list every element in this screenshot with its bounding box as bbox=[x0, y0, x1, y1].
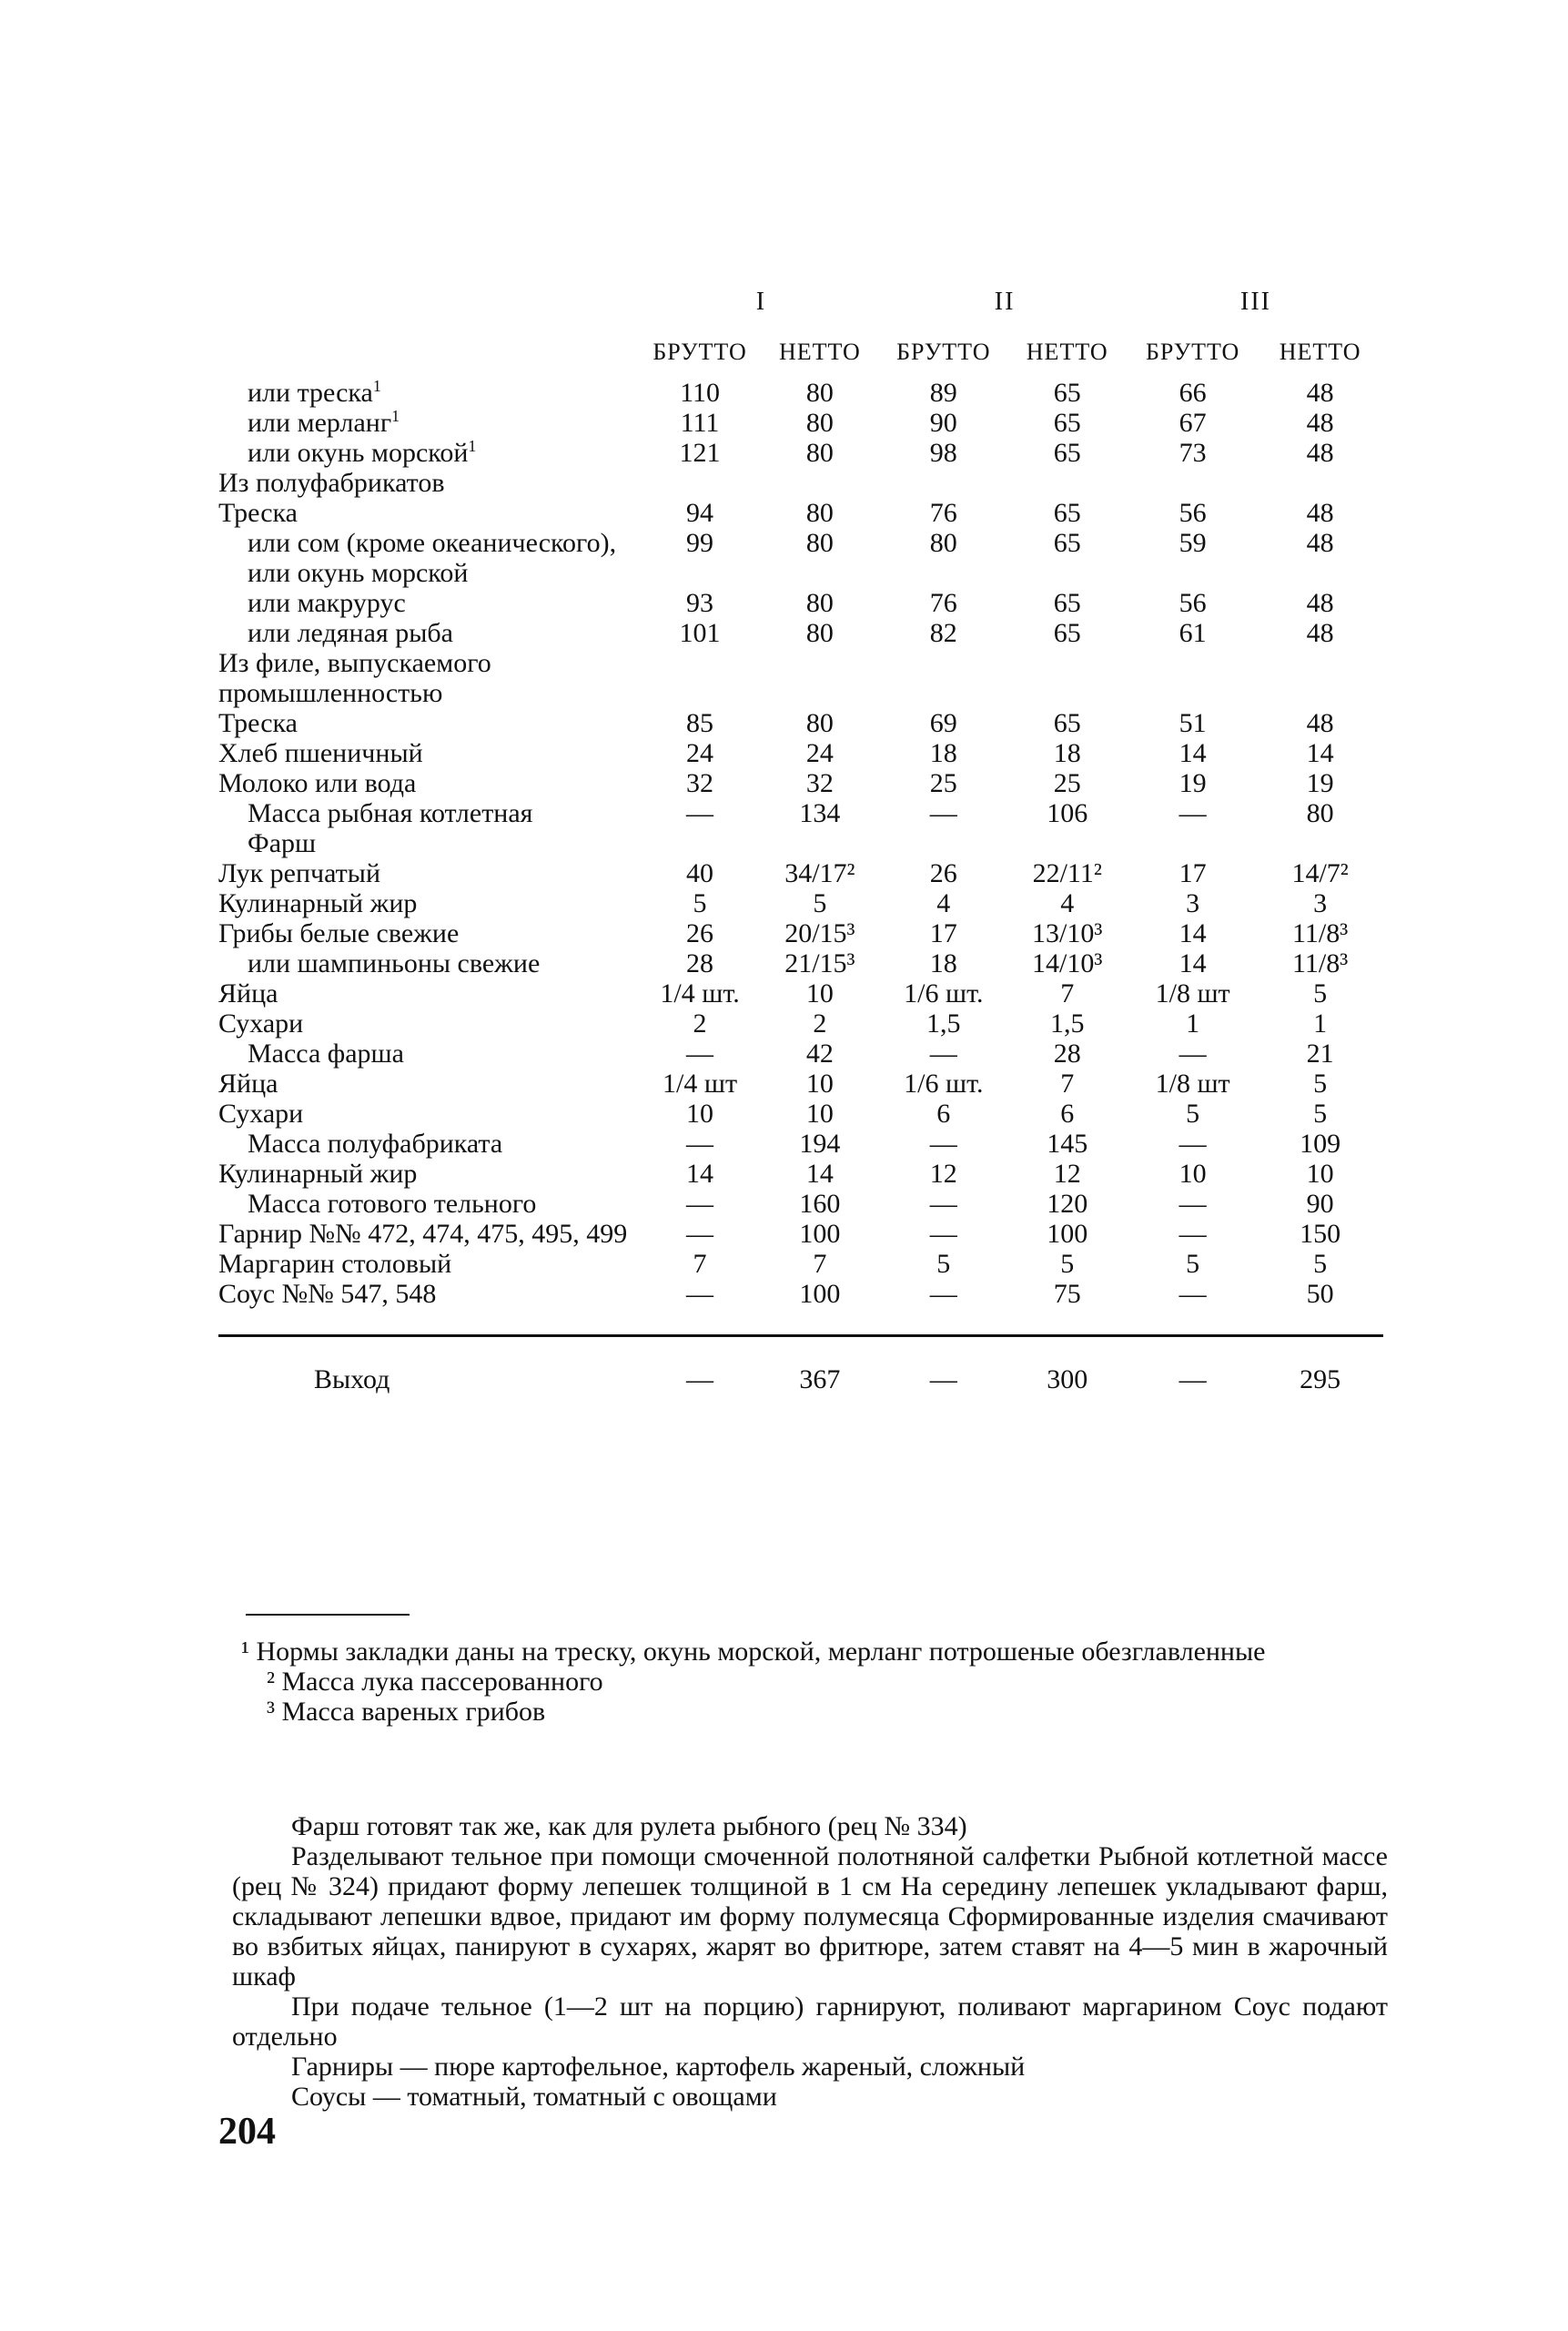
ingredient-name: Масса готового тельного bbox=[248, 1189, 537, 1219]
quantity-cell: 120 bbox=[1047, 1189, 1088, 1219]
quantity-cell: 48 bbox=[1306, 588, 1334, 618]
table-row bbox=[218, 618, 1383, 648]
quantity-cell: 34/17² bbox=[784, 858, 855, 888]
table-row bbox=[218, 828, 1383, 858]
page-number: 204 bbox=[218, 2111, 276, 2153]
quantity-cell: 14 bbox=[805, 1159, 834, 1189]
ingredient-name: Треска bbox=[218, 708, 298, 738]
recipe-instructions bbox=[232, 1811, 1388, 2112]
quantity-cell: 25 bbox=[1053, 768, 1081, 798]
footnote-text: Нормы закладки даны на треску, окунь морской, мерланг потрошеные обезглавленные bbox=[256, 1637, 1266, 1667]
quantity-cell: 12 bbox=[1053, 1159, 1081, 1189]
table-row bbox=[218, 738, 1383, 768]
quantity-cell bbox=[881, 648, 1006, 708]
ingredient-name: Грибы белые свежие bbox=[218, 918, 460, 948]
ingredient-name: Лук репчатый bbox=[218, 858, 380, 888]
recipe-table bbox=[218, 287, 1383, 1394]
footnote-mark: ³ bbox=[267, 1697, 275, 1727]
quantity-cell: 20/15³ bbox=[784, 918, 855, 948]
quantity-cell bbox=[881, 828, 1006, 858]
ingredient-name: Гарнир №№ 472, 474, 475, 495, 499 bbox=[218, 1219, 628, 1249]
quantity-cell: 25 bbox=[929, 768, 957, 798]
table-row bbox=[218, 978, 1383, 1008]
footnote-ref: 1 bbox=[391, 407, 400, 425]
table-row bbox=[218, 948, 1383, 978]
table-row bbox=[218, 858, 1383, 888]
quantity-cell: 32 bbox=[686, 768, 714, 798]
quantity-cell bbox=[1006, 468, 1128, 498]
ingredient-name: Хлеб пшеничный bbox=[218, 738, 423, 768]
output-value: — bbox=[1179, 1364, 1207, 1394]
quantity-cell: 7 bbox=[693, 1249, 707, 1279]
footnote bbox=[232, 1667, 1388, 1697]
ingredient-name: или окунь морской$^1$ bbox=[248, 437, 477, 468]
quantity-cell: 80 bbox=[805, 588, 834, 618]
quantity-cell: 94 bbox=[686, 498, 714, 528]
quantity-cell: 48 bbox=[1306, 528, 1334, 558]
paragraph: Разделывают тельное при помощи смоченной полотняной салфетки Рыбной котлетной массе (рец № 324) придают форму лепешек толщиной в 1 см На середину лепешек укладывают фарш, складывают лепешки вдвое, придают им форму полумесяца Сформированные изделия смачивают во взбитых яйцах, панируют в сухарях, жарят во фритюре, затем ставят на 4—5 мин в жарочный шкаф bbox=[232, 1841, 1388, 1991]
table-row bbox=[218, 498, 1383, 528]
quantity-cell: 1,5 bbox=[1049, 1008, 1085, 1039]
ingredient-name: Сухари bbox=[218, 1008, 304, 1039]
footnote-ref: 1 bbox=[468, 437, 477, 455]
quantity-cell: 5 bbox=[1313, 1069, 1328, 1099]
table-row bbox=[218, 528, 1383, 588]
quantity-cell: 80 bbox=[805, 378, 834, 408]
table-row bbox=[218, 408, 1383, 438]
quantity-cell: 14/10³ bbox=[1032, 948, 1103, 978]
quantity-cell: 121 bbox=[679, 438, 721, 468]
paragraph: Соусы — томатный, томатный с овощами bbox=[291, 2082, 777, 2112]
quantity-cell: 17 bbox=[929, 918, 957, 948]
quantity-cell: 5 bbox=[1313, 978, 1328, 1008]
ingredient-name: или сом (кроме океанического), или окунь морской bbox=[248, 528, 617, 588]
ingredient-name: Кулинарный жир bbox=[218, 1159, 418, 1189]
footnote bbox=[232, 1637, 1388, 1667]
table-row bbox=[218, 648, 1383, 708]
quantity-cell: 65 bbox=[1053, 708, 1081, 738]
quantity-cell: 48 bbox=[1306, 378, 1334, 408]
table-row bbox=[218, 888, 1383, 918]
ingredient-name: или макрурус bbox=[248, 588, 406, 618]
quantity-cell: — bbox=[1179, 1189, 1207, 1219]
quantity-cell: 19 bbox=[1179, 768, 1207, 798]
quantity-cell: 10 bbox=[686, 1099, 714, 1129]
quantity-cell: 2 bbox=[813, 1008, 827, 1039]
quantity-cell: 134 bbox=[799, 798, 841, 828]
quantity-cell: 40 bbox=[686, 858, 714, 888]
quantity-cell: 80 bbox=[805, 408, 834, 438]
quantity-cell: 1/8 шт bbox=[1155, 978, 1230, 1008]
quantity-cell: 85 bbox=[686, 708, 714, 738]
subheader-netto-3: НЕТТО bbox=[1279, 339, 1361, 365]
recipe-table-body bbox=[218, 378, 1383, 1309]
quantity-cell: 3 bbox=[1313, 888, 1328, 918]
quantity-cell: 65 bbox=[1053, 438, 1081, 468]
quantity-cell: — bbox=[1179, 1219, 1207, 1249]
subheader-brutto-3: БРУТТО bbox=[1145, 339, 1240, 365]
quantity-cell: 51 bbox=[1179, 708, 1207, 738]
quantity-cell: 99 bbox=[686, 528, 714, 558]
ingredient-name: Треска bbox=[218, 498, 298, 528]
table-row bbox=[218, 768, 1383, 798]
quantity-cell: 76 bbox=[929, 588, 957, 618]
output-value: — bbox=[929, 1364, 957, 1394]
ingredient-name: или мерланг$^1$ bbox=[248, 407, 400, 438]
footnote bbox=[232, 1697, 1388, 1727]
quantity-cell: 18 bbox=[929, 948, 957, 978]
quantity-cell: 14 bbox=[686, 1159, 714, 1189]
quantity-cell: 67 bbox=[1179, 408, 1207, 438]
table-row bbox=[218, 1008, 1383, 1039]
quantity-cell: 145 bbox=[1047, 1129, 1088, 1159]
table-row bbox=[218, 798, 1383, 828]
quantity-cell: 80 bbox=[805, 618, 834, 648]
quantity-cell: 89 bbox=[929, 378, 957, 408]
quantity-cell bbox=[1128, 828, 1257, 858]
subheader-brutto-2: БРУТТО bbox=[896, 339, 991, 365]
quantity-cell: — bbox=[929, 1039, 957, 1069]
ingredient-name: Масса фарша bbox=[248, 1039, 404, 1069]
quantity-cell: 4 bbox=[936, 888, 951, 918]
subheader-brutto-1: БРУТТО bbox=[652, 339, 747, 365]
quantity-cell: 65 bbox=[1053, 588, 1081, 618]
quantity-cell: 100 bbox=[799, 1219, 841, 1249]
quantity-cell: 1/8 шт bbox=[1155, 1069, 1230, 1099]
table-row bbox=[218, 1249, 1383, 1279]
quantity-cell: 14 bbox=[1306, 738, 1334, 768]
quantity-cell: 2 bbox=[693, 1008, 707, 1039]
table-subheader bbox=[218, 337, 1383, 378]
table-row bbox=[218, 1189, 1383, 1219]
quantity-cell bbox=[881, 468, 1006, 498]
quantity-cell: 48 bbox=[1306, 498, 1334, 528]
quantity-cell: 28 bbox=[1053, 1039, 1081, 1069]
quantity-cell: 48 bbox=[1306, 438, 1334, 468]
table-row bbox=[218, 1159, 1383, 1189]
quantity-cell: 48 bbox=[1306, 408, 1334, 438]
quantity-cell: 14/7² bbox=[1291, 858, 1349, 888]
quantity-cell: 1/6 шт. bbox=[904, 978, 984, 1008]
quantity-cell: 69 bbox=[929, 708, 957, 738]
quantity-cell: — bbox=[1179, 1039, 1207, 1069]
footnote-mark: ² bbox=[267, 1667, 275, 1697]
table-row bbox=[218, 1099, 1383, 1129]
quantity-cell bbox=[642, 828, 759, 858]
quantity-cell: — bbox=[929, 798, 957, 828]
quantity-cell: 48 bbox=[1306, 708, 1334, 738]
output-value: — bbox=[686, 1364, 714, 1394]
quantity-cell: — bbox=[686, 1279, 714, 1309]
quantity-cell: 6 bbox=[936, 1099, 951, 1129]
table-row bbox=[218, 378, 1383, 408]
quantity-cell: 80 bbox=[1306, 798, 1334, 828]
quantity-cell: 21/15³ bbox=[784, 948, 855, 978]
quantity-cell: 24 bbox=[805, 738, 834, 768]
quantity-cell: 1/4 шт bbox=[663, 1069, 738, 1099]
ingredient-name: Яйца bbox=[218, 978, 278, 1008]
table-row bbox=[218, 1279, 1383, 1309]
output-value: 367 bbox=[799, 1364, 841, 1394]
quantity-cell: 80 bbox=[805, 708, 834, 738]
quantity-cell: 5 bbox=[1186, 1099, 1200, 1129]
quantity-cell: — bbox=[1179, 798, 1207, 828]
quantity-cell: 18 bbox=[929, 738, 957, 768]
quantity-cell: 1 bbox=[1313, 1008, 1328, 1039]
quantity-cell: 5 bbox=[1313, 1099, 1328, 1129]
ingredient-name: Соус №№ 547, 548 bbox=[218, 1279, 437, 1309]
footnotes bbox=[232, 1637, 1388, 1727]
quantity-cell: 106 bbox=[1047, 798, 1088, 828]
quantity-cell: 59 bbox=[1179, 528, 1207, 558]
quantity-cell: 42 bbox=[805, 1039, 834, 1069]
quantity-cell: 26 bbox=[929, 858, 957, 888]
ingredient-name: Масса рыбная котлетная bbox=[248, 798, 533, 828]
quantity-cell: 32 bbox=[805, 768, 834, 798]
ingredient-name: Кулинарный жир bbox=[218, 888, 418, 918]
quantity-cell: 100 bbox=[1047, 1219, 1088, 1249]
quantity-cell: 1/6 шт. bbox=[904, 1069, 984, 1099]
output-value: 295 bbox=[1300, 1364, 1341, 1394]
quantity-cell: — bbox=[686, 798, 714, 828]
header-blank bbox=[218, 287, 642, 337]
paragraph: Гарниры — пюре картофельное, картофель жареный, сложный bbox=[291, 2052, 1026, 2082]
quantity-cell bbox=[1257, 828, 1383, 858]
quantity-cell: 5 bbox=[813, 888, 827, 918]
quantity-cell: 65 bbox=[1053, 498, 1081, 528]
quantity-cell: 5 bbox=[1060, 1249, 1075, 1279]
output-row bbox=[218, 1336, 1383, 1395]
quantity-cell: 14 bbox=[1179, 948, 1207, 978]
quantity-cell bbox=[759, 648, 882, 708]
quantity-cell bbox=[1006, 828, 1128, 858]
quantity-cell: 28 bbox=[686, 948, 714, 978]
ingredient-name: или шампиньоны свежие bbox=[248, 948, 541, 978]
table-row bbox=[218, 468, 1383, 498]
group-header-2: II bbox=[994, 288, 1016, 316]
quantity-cell: 7 bbox=[1060, 978, 1075, 1008]
quantity-cell: 90 bbox=[929, 408, 957, 438]
quantity-cell: 4 bbox=[1060, 888, 1075, 918]
ingredient-name: Масса полуфабриката bbox=[248, 1129, 503, 1159]
footnote-text: Масса лука пассерованного bbox=[281, 1667, 603, 1697]
quantity-cell bbox=[1006, 648, 1128, 708]
quantity-cell: 56 bbox=[1179, 498, 1207, 528]
quantity-cell: — bbox=[929, 1129, 957, 1159]
table-row bbox=[218, 1219, 1383, 1249]
table-row bbox=[218, 438, 1383, 468]
quantity-cell: — bbox=[686, 1129, 714, 1159]
quantity-cell bbox=[759, 468, 882, 498]
quantity-cell: 6 bbox=[1060, 1099, 1075, 1129]
quantity-cell: 65 bbox=[1053, 378, 1081, 408]
quantity-cell: 5 bbox=[936, 1249, 951, 1279]
quantity-cell: — bbox=[929, 1279, 957, 1309]
table-row bbox=[218, 708, 1383, 738]
quantity-cell: 61 bbox=[1179, 618, 1207, 648]
quantity-cell bbox=[759, 828, 882, 858]
quantity-cell: 17 bbox=[1179, 858, 1207, 888]
ingredient-name: Фарш bbox=[248, 828, 317, 858]
quantity-cell: 98 bbox=[929, 438, 957, 468]
quantity-cell: — bbox=[1179, 1279, 1207, 1309]
table-separator bbox=[218, 1309, 1383, 1336]
quantity-cell: 50 bbox=[1306, 1279, 1334, 1309]
footnote-ref: 1 bbox=[372, 377, 381, 395]
table-row bbox=[218, 1039, 1383, 1069]
quantity-cell: 80 bbox=[805, 528, 834, 558]
table-row bbox=[218, 918, 1383, 948]
quantity-cell: 110 bbox=[680, 378, 720, 408]
ingredient-name: Яйца bbox=[218, 1069, 278, 1099]
table-row bbox=[218, 588, 1383, 618]
quantity-cell: 26 bbox=[686, 918, 714, 948]
table-group-header bbox=[218, 287, 1383, 337]
quantity-cell: 73 bbox=[1179, 438, 1207, 468]
table-row bbox=[218, 1069, 1383, 1099]
quantity-cell bbox=[1257, 468, 1383, 498]
quantity-cell: 1/4 шт. bbox=[660, 978, 740, 1008]
ingredient-name: или треска$^1$ bbox=[248, 377, 381, 408]
quantity-cell: 56 bbox=[1179, 588, 1207, 618]
quantity-cell: 80 bbox=[805, 498, 834, 528]
quantity-cell: 14 bbox=[1179, 738, 1207, 768]
paragraph: Фарш готовят так же, как для рулета рыбного (рец № 334) bbox=[291, 1811, 967, 1841]
quantity-cell: 48 bbox=[1306, 618, 1334, 648]
quantity-cell: 100 bbox=[799, 1279, 841, 1309]
table-row bbox=[218, 1129, 1383, 1159]
quantity-cell: 160 bbox=[799, 1189, 841, 1219]
footnote-divider bbox=[246, 1614, 410, 1616]
quantity-cell: — bbox=[929, 1219, 957, 1249]
quantity-cell: 76 bbox=[929, 498, 957, 528]
quantity-cell: 10 bbox=[1306, 1159, 1334, 1189]
quantity-cell: 75 bbox=[1053, 1279, 1081, 1309]
quantity-cell: 3 bbox=[1186, 888, 1200, 918]
ingredient-name: Молоко или вода bbox=[218, 768, 417, 798]
quantity-cell: 82 bbox=[929, 618, 957, 648]
quantity-cell: 10 bbox=[805, 978, 834, 1008]
quantity-cell: 5 bbox=[693, 888, 707, 918]
quantity-cell: 90 bbox=[1306, 1189, 1334, 1219]
quantity-cell: 11/8³ bbox=[1292, 918, 1349, 948]
group-header-1: I bbox=[755, 288, 767, 316]
quantity-cell: 10 bbox=[1179, 1159, 1207, 1189]
quantity-cell bbox=[1128, 648, 1257, 708]
quantity-cell: 1 bbox=[1186, 1008, 1200, 1039]
ingredient-name: Сухари bbox=[218, 1099, 304, 1129]
quantity-cell: — bbox=[686, 1039, 714, 1069]
ingredient-name: Из полуфабрикатов bbox=[218, 468, 445, 498]
quantity-cell: — bbox=[686, 1219, 714, 1249]
quantity-cell: 150 bbox=[1300, 1219, 1341, 1249]
quantity-cell: 101 bbox=[679, 618, 721, 648]
quantity-cell: 22/11² bbox=[1032, 858, 1102, 888]
quantity-cell: 12 bbox=[929, 1159, 957, 1189]
quantity-cell: 18 bbox=[1053, 738, 1081, 768]
quantity-cell: 80 bbox=[805, 438, 834, 468]
quantity-cell: — bbox=[1179, 1129, 1207, 1159]
quantity-cell: 14 bbox=[1179, 918, 1207, 948]
quantity-cell: 93 bbox=[686, 588, 714, 618]
subheader-netto-2: НЕТТО bbox=[1026, 339, 1108, 365]
quantity-cell: — bbox=[686, 1189, 714, 1219]
quantity-cell: 19 bbox=[1306, 768, 1334, 798]
quantity-cell: 111 bbox=[680, 408, 720, 438]
quantity-cell bbox=[642, 648, 759, 708]
quantity-cell: 7 bbox=[813, 1249, 827, 1279]
footnote-mark: ¹ bbox=[241, 1637, 249, 1667]
output-label: Выход bbox=[314, 1364, 390, 1394]
quantity-cell bbox=[1257, 648, 1383, 708]
quantity-cell: 7 bbox=[1060, 1069, 1075, 1099]
quantity-cell bbox=[1128, 468, 1257, 498]
paragraph: При подаче тельное (1—2 шт на порцию) гарнируют, поливают маргарином Соус подают отдельно bbox=[232, 1991, 1388, 2052]
quantity-cell: — bbox=[929, 1189, 957, 1219]
ingredient-name: или ледяная рыба bbox=[248, 618, 453, 648]
quantity-cell: 5 bbox=[1313, 1249, 1328, 1279]
output-value: 300 bbox=[1047, 1364, 1088, 1394]
quantity-cell: 65 bbox=[1053, 408, 1081, 438]
quantity-cell: 21 bbox=[1306, 1039, 1334, 1069]
subheader-blank bbox=[218, 337, 642, 378]
quantity-cell: 13/10³ bbox=[1032, 918, 1103, 948]
quantity-cell: 194 bbox=[799, 1129, 841, 1159]
quantity-cell: 10 bbox=[805, 1099, 834, 1129]
quantity-cell: 10 bbox=[805, 1069, 834, 1099]
quantity-cell: 65 bbox=[1053, 618, 1081, 648]
footnote-text: Масса вареных грибов bbox=[281, 1697, 546, 1727]
quantity-cell: 5 bbox=[1186, 1249, 1200, 1279]
quantity-cell: 66 bbox=[1179, 378, 1207, 408]
ingredient-name: Из филе, выпускаемого промышленностью bbox=[218, 648, 491, 708]
quantity-cell: 1,5 bbox=[926, 1008, 961, 1039]
ingredient-name: Маргарин столовый bbox=[218, 1249, 452, 1279]
subheader-netto-1: НЕТТО bbox=[778, 339, 861, 365]
quantity-cell: 65 bbox=[1053, 528, 1081, 558]
quantity-cell bbox=[642, 468, 759, 498]
quantity-cell: 80 bbox=[929, 528, 957, 558]
quantity-cell: 24 bbox=[686, 738, 714, 768]
quantity-cell: 11/8³ bbox=[1292, 948, 1349, 978]
quantity-cell: 109 bbox=[1300, 1129, 1341, 1159]
group-header-3: III bbox=[1240, 288, 1271, 316]
